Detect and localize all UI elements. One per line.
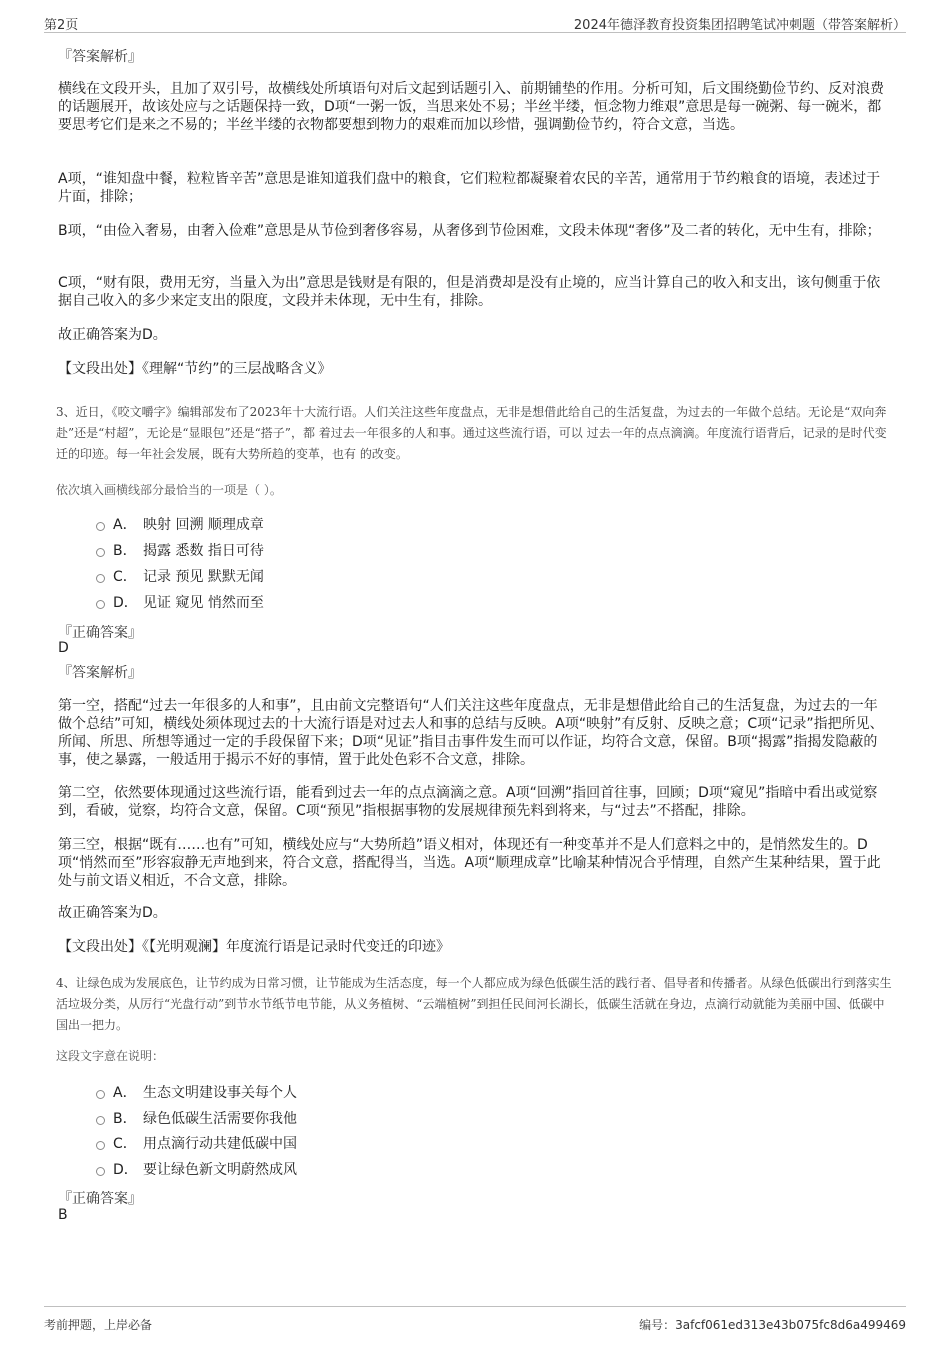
q3-analysis-para-3: 第三空，根据“既有……也有”可知，横线处应与“大势所趋”语义相对，体现还有一种变革并不是人们意料之中的，是悄然发生的。D项“悄然而至”形容寂静无声地到来，符合文意，搭配得当，当选。A项“顺理成章”比喻某种情况合乎情理，自然产生某种结果，置于此处与前文语义相近，不合文意，排除。	[58, 837, 881, 889]
q2-analysis-label: 『答案解析』	[58, 49, 142, 65]
q2-conclusion: 故正确答案为D。	[58, 327, 167, 343]
q2-source: 【文段出处】《理解“节约”的三层战略含义》	[58, 361, 332, 377]
radio-icon[interactable]	[96, 1090, 105, 1099]
page-header	[44, 10, 906, 33]
q4-answer-label: 『正确答案』	[58, 1191, 142, 1207]
document-title: 2024年德泽教育投资集团招聘笔试冲刺题（带答案解析）	[573, 18, 906, 33]
q3-conclusion: 故正确答案为D。	[58, 905, 167, 921]
q4-option-d[interactable]: D． 要让绿色新文明蔚然成风	[96, 1159, 297, 1179]
radio-icon[interactable]	[96, 1167, 105, 1176]
q2-analysis-para-4: C项，“财有限，费用无穷，当量入为出”意思是钱财是有限的，但是消费却是没有止境的，应当计算自己的收入和支出，该句侧重于依据自己收入的多少来定支出的限度，文段并未体现，无中生有，排除。	[58, 275, 881, 309]
q4-option-a[interactable]: A． 生态文明建设事关每个人	[96, 1082, 297, 1102]
q3-answer: D	[58, 640, 69, 656]
q3-question-text: 3、近日，《咬文嚼字》编辑部发布了2023年十大流行语。人们关注这些年度盘点，无非是想借此给自己的生活复盘，为过去的一年做个总结。无论是“双向奔赴”还是“村超”，无论是“显眼包”还是“搭子”，都 着过去一年很多的人和事。通过这些流行语，可以 过去一年的点点滴滴。年度流行语背后，记录的是时代变迁的印迹。每一年社会发展，既有大势所趋的变革，也有 的改变。	[56, 405, 887, 461]
q3-option-c[interactable]: C． 记录 预见 默默无闻	[96, 566, 264, 586]
page-number: 第2页	[44, 18, 79, 33]
q3-analysis-para-1: 第一空，搭配“过去一年很多的人和事”，且由前文完整语句“人们关注这些年度盘点，无非是想借此给自己的生活复盘，为过去的一年做个总结”可知，横线处须体现过去的十大流行语是对过去人和事的总结与反映。A项“映射”有反射、反映之意；C项“记录”指把所见、所闻、所思、所想等通过一定的手段保留下来；D项“见证”指目击事件发生而可以作证，均符合文意，保留。B项“揭露”指揭发隐蔽的事，使之暴露，一般适用于揭示不好的事情，置于此处色彩不合文意，排除。	[58, 698, 884, 768]
q3-analysis-label: 『答案解析』	[58, 665, 142, 681]
q3-option-b[interactable]: B． 揭露 悉数 指日可待	[96, 540, 264, 560]
q4-option-b[interactable]: B． 绿色低碳生活需要你我他	[96, 1108, 297, 1128]
q2-analysis-para-2: A项，“谁知盘中餐，粒粒皆辛苦”意思是谁知道我们盘中的粮食，它们粒粒都凝聚着农民的辛苦，通常用于节约粮食的语境，表述过于片面，排除；	[58, 171, 881, 205]
q4-option-c[interactable]: C． 用点滴行动共建低碳中国	[96, 1133, 297, 1153]
q3-analysis-para-2: 第二空，依然要体现通过这些流行语，能看到过去一年的点点滴滴之意。A项“回溯”指回首往事，回顾；D项“窥见”指暗中看出或觉察到，看破，觉察，均符合文意，保留。C项“预见”指根据事物的发展规律预先料到将来，与“过去”不搭配，排除。	[58, 785, 878, 819]
footer-slogan: 考前押题，上岸必备	[44, 1318, 153, 1332]
q4-answer: B	[58, 1207, 68, 1223]
q4-question-text: 4、让绿色成为发展底色，让节约成为日常习惯，让节能成为生活态度，每一个人都应成为绿色低碳生活的践行者、倡导者和传播者。从绿色低碳出行到落实生活垃圾分类，从厉行“光盘行动”到节水节纸节电节能，从义务植树、“云端植树”到担任民间河长湖长，低碳生活就在身边，点滴行动就能为美丽中国、低碳中国出一把力。	[56, 976, 892, 1032]
q3-prompt: 依次填入画横线部分最恰当的一项是（ ）。	[56, 483, 282, 497]
q4-prompt: 这段文字意在说明：	[56, 1049, 165, 1063]
radio-icon[interactable]	[96, 548, 105, 557]
q2-analysis-para-3: B项，“由俭入奢易，由奢入俭难”意思是从节俭到奢侈容易，从奢侈到节俭困难，文段未体现“奢侈”及二者的转化，无中生有，排除；	[58, 223, 881, 239]
q2-analysis-para-1: 横线在文段开头，且加了双引号，故横线处所填语句对后文起到话题引入、前期铺垫的作用。分析可知，后文围绕勤俭节约、反对浪费的话题展开，故该处应与之话题保持一致，D项“一粥一饭，当思来处不易；半丝半缕，恒念物力维艰”意思是每一碗粥、每一碗米，都要思考它们是来之不易的；半丝半缕的衣物都要想到物力的艰难而加以珍惜，强调勤俭节约，符合文意，当选。	[58, 81, 884, 133]
q3-option-d[interactable]: D． 见证 窥见 悄然而至	[96, 592, 264, 612]
radio-icon[interactable]	[96, 1141, 105, 1150]
radio-icon[interactable]	[96, 522, 105, 531]
radio-icon[interactable]	[96, 600, 105, 609]
radio-icon[interactable]	[96, 1116, 105, 1125]
radio-icon[interactable]	[96, 574, 105, 583]
q3-option-a[interactable]: A． 映射 回溯 顺理成章	[96, 514, 264, 534]
document-id: 编号：3afcf061ed313e43b075fc8d6a499469	[639, 1318, 906, 1332]
q3-source: 【文段出处】《【光明观澜】年度流行语是记录时代变迁的印迹》	[58, 939, 450, 955]
page-footer	[44, 1306, 906, 1337]
q3-answer-label: 『正确答案』	[58, 625, 142, 641]
